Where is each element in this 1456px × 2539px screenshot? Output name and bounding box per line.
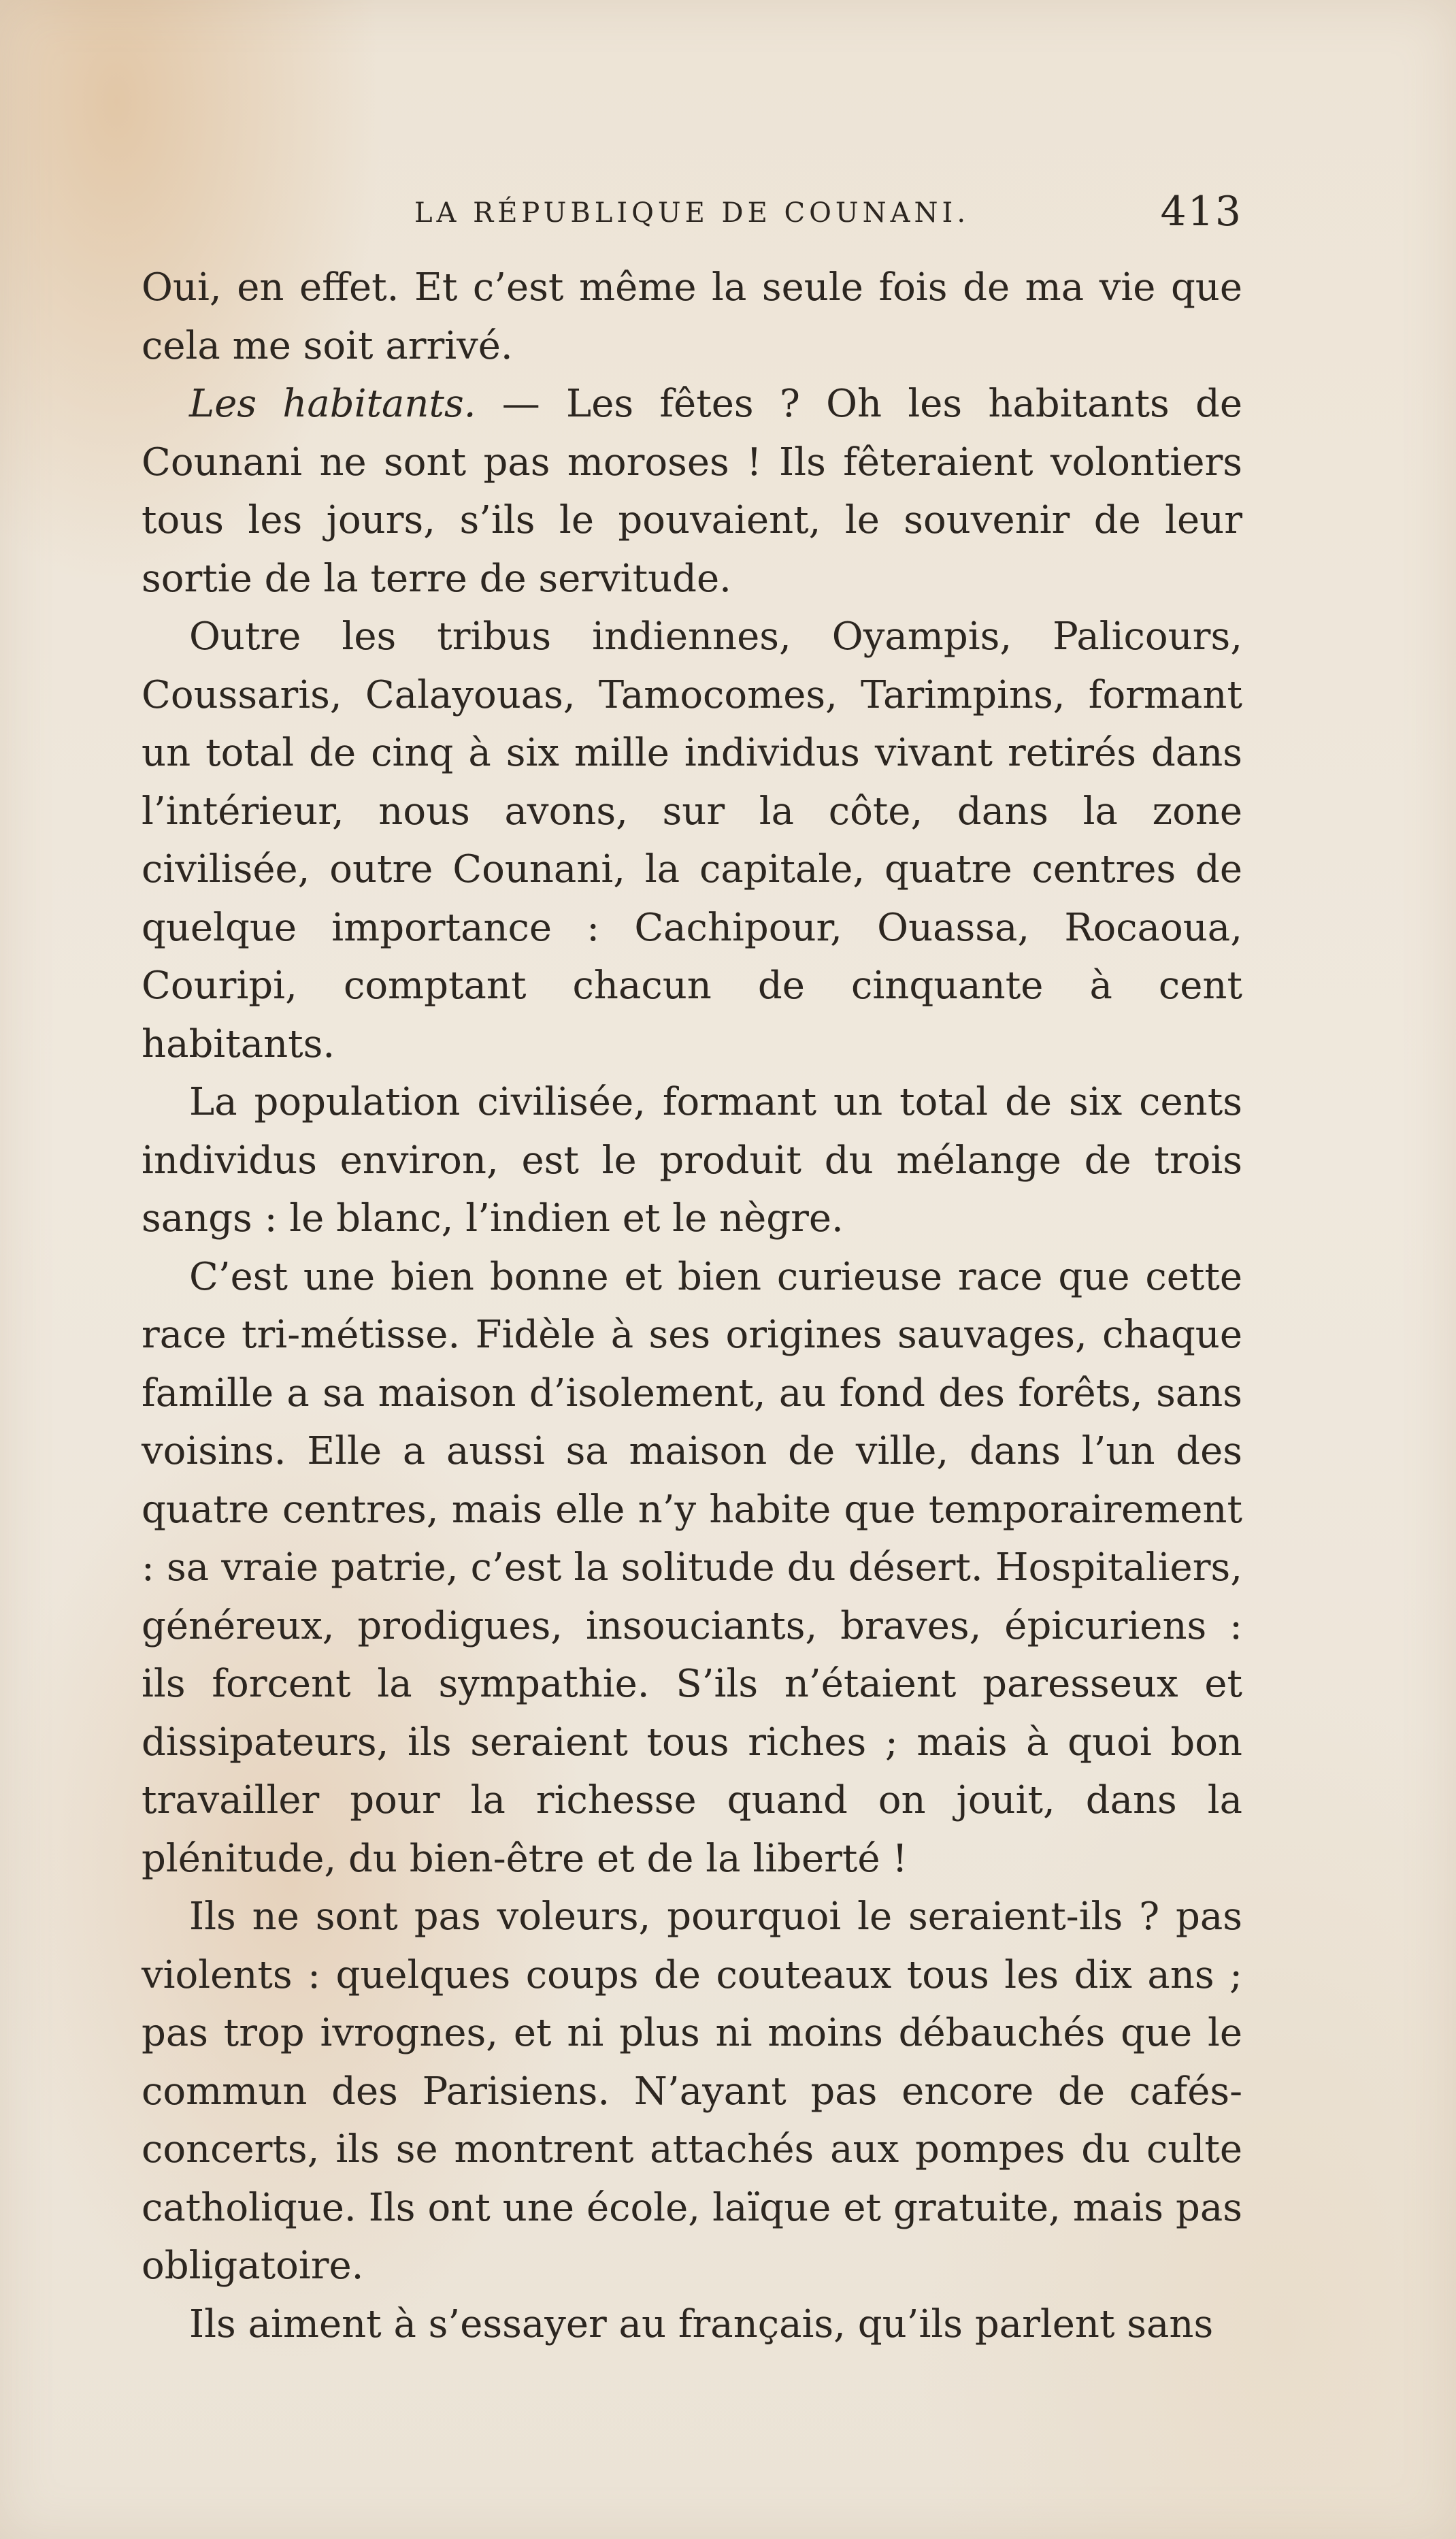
- paragraph-3-text: Outre les tribus indiennes, Oyampis, Palicours, Coussaris, Calayouas, Tamocomes, Tarimpins, formant un total de cinq à six mille individus vivant retirés dans l’intérieur, nous avons, sur la côte, dans la zone civilisée, outre Counani, la capitale, quatre centres de quelque importance : Cachipour, Ouassa, Rocaoua, Couripi, comptant chacun de cinquante à cent habitants.: [142, 615, 1242, 1066]
- paragraph-6: [142, 1888, 1242, 2295]
- paragraph-7: [142, 2295, 1242, 2354]
- book-page: [142, 184, 1242, 2353]
- speaker-label: Les habitants.: [189, 382, 476, 426]
- paragraph-3: [142, 608, 1242, 1073]
- paragraph-4-text: La population civilisée, formant un total de six cents individus environ, est le produit du mélange de trois sangs : le blanc, l’indien et le nègre.: [142, 1080, 1242, 1241]
- paragraph-7-text: Ils aiment à s’essayer au français, qu’ils parlent sans: [189, 2302, 1214, 2346]
- paragraph-1: [142, 259, 1242, 375]
- paragraph-5: [142, 1248, 1242, 1888]
- paragraph-2-text: — Les fêtes ? Oh les habitants de Counani ne sont pas moroses ! Ils fêteraient volontiers tous les jours, s’ils le pouvaient, le souvenir de leur sortie de la terre de servitude.: [142, 382, 1242, 601]
- paragraph-2: [142, 375, 1242, 608]
- page-number: 413: [1160, 188, 1242, 235]
- paragraph-1-text: Oui, en effet. Et c’est même la seule fois de ma vie que cela me soit arrivé.: [142, 265, 1242, 368]
- paragraph-5-text: C’est une bien bonne et bien curieuse race que cette race tri-métisse. Fidèle à ses origines sauvages, chaque famille a sa maison d’isolement, au fond des forêts, sans voisins. Elle a aussi sa maison de ville, dans l’un des quatre centres, mais elle n’y habite que temporairement : sa vraie patrie, c’est la solitude du désert. Hospitaliers, généreux, prodigues, insouciants, braves, épicuriens : ils forcent la sympathie. S’ils n’étaient paresseux et dissipateurs, ils seraient tous riches ; mais à quoi bon travailler pour la richesse quand on jouit, dans la plénitude, du bien-être et de la liberté !: [142, 1254, 1242, 1881]
- running-head: [142, 184, 1242, 245]
- running-title: LA RÉPUBLIQUE DE COUNANI.: [414, 197, 970, 229]
- body-text: [142, 259, 1242, 2353]
- paragraph-4: [142, 1073, 1242, 1248]
- paragraph-6-text: Ils ne sont pas voleurs, pourquoi le seraient-ils ? pas violents : quelques coups de couteaux tous les dix ans ; pas trop ivrognes, et ni plus ni moins débauchés que le commun des Parisiens. N’ayant pas encore de cafés-concerts, ils se montrent attachés aux pompes du culte catholique. Ils ont une école, laïque et gratuite, mais pas obligatoire.: [142, 1895, 1242, 2288]
